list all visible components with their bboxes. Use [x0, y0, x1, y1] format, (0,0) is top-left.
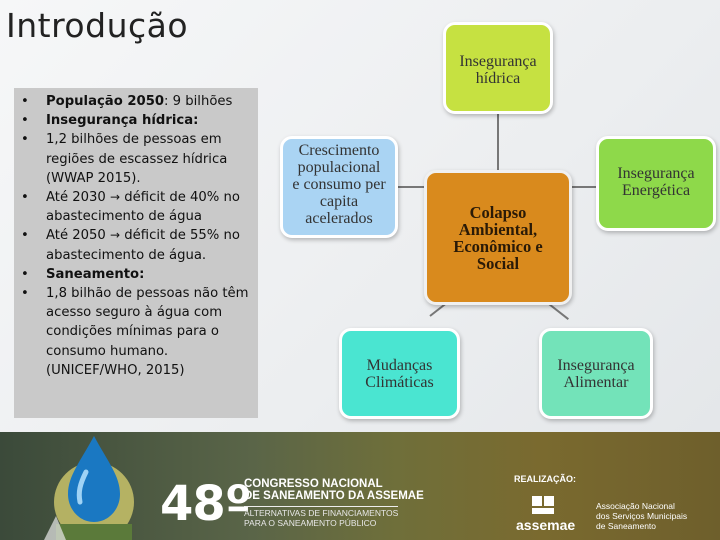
connector-top — [497, 113, 499, 171]
bullet-item: • População 2050: 9 bilhões — [18, 92, 254, 111]
congress-subtitle: ALTERNATIVAS DE FINANCIAMENTOS PARA O SANEAMENTO PÚBLICO — [244, 508, 399, 528]
connector-left — [397, 186, 425, 188]
assemae-logo-icon — [514, 494, 592, 534]
node-mudancas-climaticas: Mudanças Climáticas — [339, 328, 460, 419]
event-edition-number: 48º — [160, 476, 251, 532]
bullet-item: • Insegurança hídrica: — [18, 111, 254, 130]
bullet-item: • 1,8 bilhão de pessoas não têm acesso seguro à água com condições mínimas para o consumo humano. (UNICEF/WHO, 2015) — [18, 284, 254, 380]
node-colapso-central: Colapso Ambiental, Econômico e Social — [424, 170, 572, 305]
node-crescimento-populacional: Crescimento populacional e consumo per capita acelerados — [280, 136, 398, 238]
node-inseguranca-hidrica: Insegurança hídrica — [443, 22, 553, 114]
bullet-panel — [14, 88, 258, 418]
water-drop-logo-icon — [36, 432, 156, 540]
bullet-item: • 1,2 bilhões de pessoas em regiões de escassez hídrica (WWAP 2015). — [18, 130, 254, 188]
bullet-item: • Saneamento: — [18, 265, 254, 284]
congress-title: CONGRESSO NACIONAL DE SANEAMENTO DA ASSEMAE — [244, 478, 424, 502]
slide-title: Introdução — [6, 6, 189, 45]
arrow-right-icon: → — [110, 190, 121, 205]
node-inseguranca-alimentar: Insegurança Alimentar — [539, 328, 653, 419]
connector-right — [571, 186, 597, 188]
bullet-item: • Até 2050 → déficit de 55% no abastecimento de água. — [18, 226, 254, 264]
bullet-list — [18, 92, 254, 380]
bullet-item: • Até 2030 → déficit de 40% no abastecimento de água — [18, 188, 254, 226]
arrow-right-icon: → — [110, 228, 121, 243]
svg-text:assemae: assemae — [516, 517, 576, 533]
assemae-org-name: Associação Nacional dos Serviços Municipais de Saneamento — [596, 501, 688, 531]
realizacao-label: REALIZAÇÃO: — [514, 474, 576, 484]
node-inseguranca-energetica: Insegurança Energética — [596, 136, 716, 231]
